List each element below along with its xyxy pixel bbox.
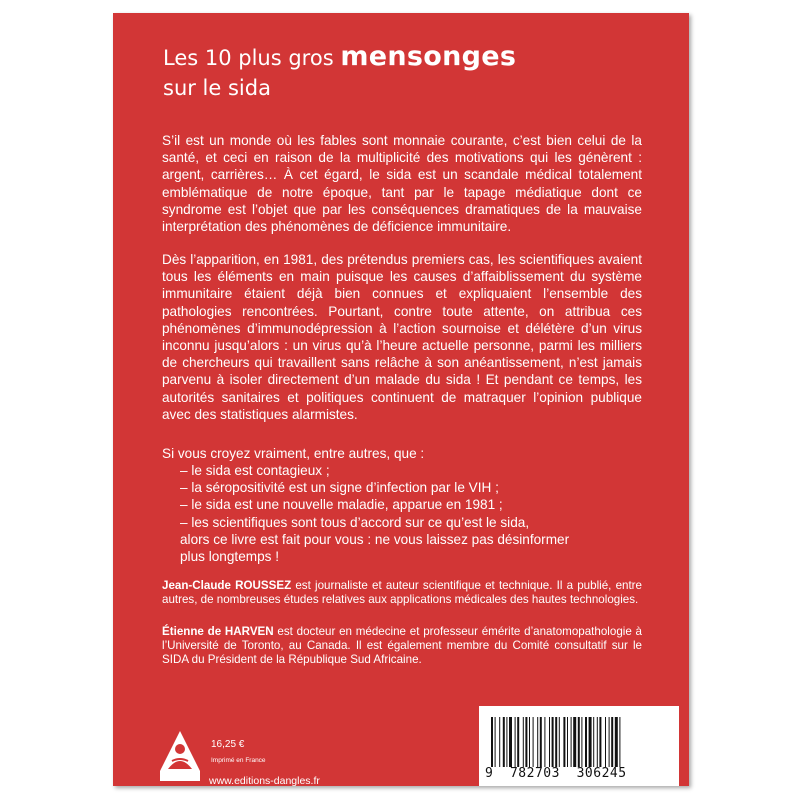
belief-list — [180, 462, 529, 531]
list-item: – le sida est une nouvelle maladie, apparue en 1981 ; — [180, 497, 503, 513]
list-item: – la séropositivité est un signe d’infection par le VIH ; — [180, 480, 499, 496]
back-cover — [113, 13, 689, 786]
title-line-2: sur le sida — [163, 76, 271, 100]
list-intro: Si vous croyez vraiment, entre autres, que : — [162, 446, 425, 461]
publisher-logo-text: DANGLES — [161, 773, 199, 781]
author-bio-2 — [162, 625, 642, 667]
isbn-digits: 9 782703 306245 — [485, 766, 627, 781]
paragraph-history: Dès l’apparition, en 1981, des prétendus premiers cas, les scientifiques avaient tous les éléments en main puisque les causes d’affaiblissement du système immunitaire étaient déjà bien connues et expliquaient l’ensemble des pathologies rencontrées. Pourtant, contre toute attente, on attribua ces phénomènes d’immunodépression à l’action sournoise et délétère d’un virus inconnu jusqu’alors : un virus qu’à l’heure actuelle personne, parmi les milliers de chercheurs qui travaillent sans relâche à son anéantissement, n’est jamais parvenu à isoler directement d’un malade du sida ! Et pendant ce temps, les autorités sanitaires et politiques continuent de matraquer l’opinion publique avec des statistiques alarmistes. — [162, 252, 642, 422]
title-line-1 — [163, 43, 516, 72]
author-text-1: est journaliste et auteur scientifique et technique. Il a publié, entre autres, de nombreuses études relatives aux applications médicales des hautes technologies. — [162, 579, 642, 606]
author-bio-1 — [162, 579, 642, 607]
barcode-box — [479, 706, 679, 786]
author-name-1: Jean-Claude ROUSSEZ — [162, 579, 292, 592]
title-prefix: Les 10 plus gros — [163, 46, 341, 70]
barcode-icon — [491, 717, 667, 767]
title-emphasis: mensonges — [340, 41, 517, 72]
publisher-website: www.editions-dangles.fr — [209, 775, 320, 787]
author-text-2: est docteur en médecine et professeur émérite d’anatomopathologie à l’Université de Toronto, au Canada. Il est également membre du Comité consultatif sur le SIDA du Président de la République Sud Africaine. — [162, 625, 642, 666]
conclusion: alors ce livre est fait pour vous : ne vous laissez pas désinformer plus longtemps ! — [180, 532, 570, 565]
price: 16,25 € — [211, 739, 245, 750]
author-name-2: Étienne de HARVEN — [162, 625, 274, 638]
book-title — [163, 43, 516, 102]
printed-in: Imprimé en France — [211, 757, 266, 764]
list-item: – les scientifiques sont tous d’accord sur ce qu’est le sida, — [180, 514, 530, 530]
list-item: – le sida est contagieux ; — [180, 463, 330, 478]
paragraph-intro: S’il est un monde où les fables sont monnaie courante, c’est bien celui de la santé, et ceci en raison de la multiplicité des motivations qui les génèrent : argent, carrières… À cet égard, le sida est un scandale médical totalement emblématique de notre époque, tant par le tapage médiatique dont ce syndrome est l’objet que par les conséquences dramatiques de la mauvaise interprétation des phénomènes de déficience immunitaire. — [162, 133, 642, 235]
